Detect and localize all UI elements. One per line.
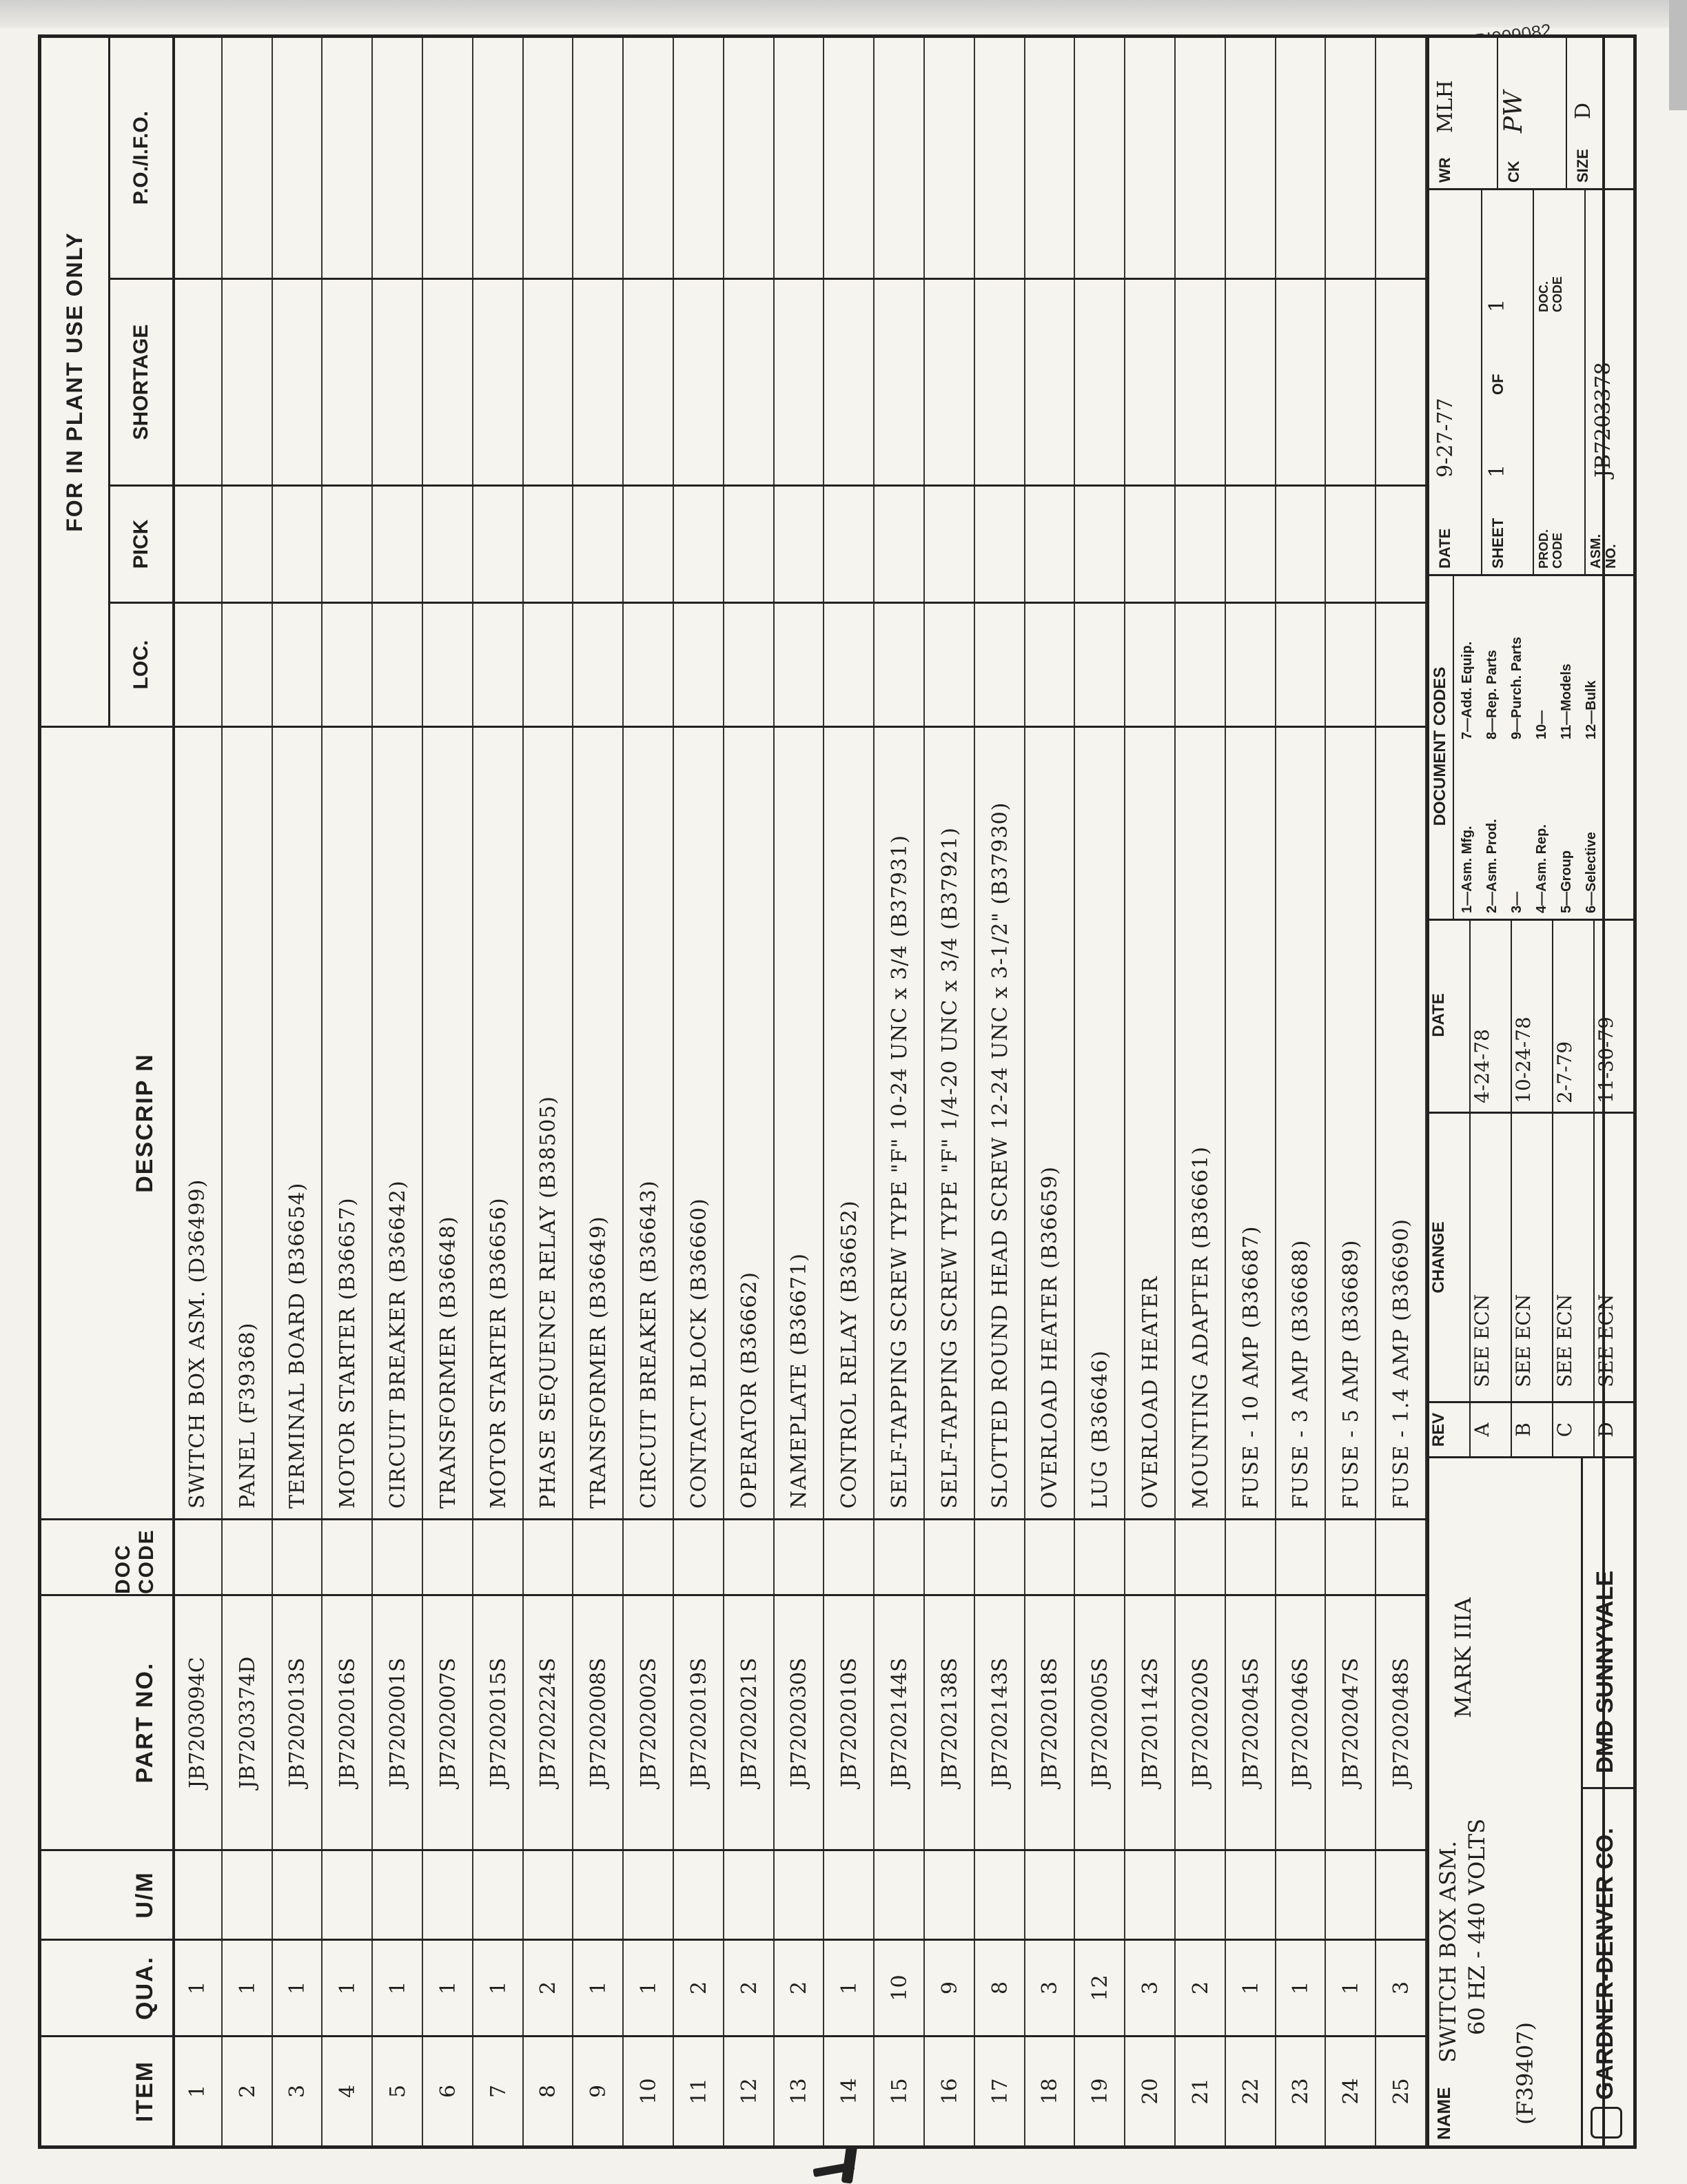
item-number: 7 xyxy=(473,2035,524,2145)
part-number: JB7202001S xyxy=(373,1594,423,1849)
part-number: JB7203374D xyxy=(223,1594,273,1849)
description: CIRCUIT BREAKER (B36642) xyxy=(373,726,423,1518)
title-block-layer xyxy=(38,34,1637,2149)
scan-top-edge xyxy=(0,0,1687,28)
header-plant-use: FOR IN PLANT USE ONLY xyxy=(41,38,110,726)
description: CONTACT BLOCK (B36660) xyxy=(674,726,724,1518)
description: OPERATOR (B36662) xyxy=(724,726,775,1518)
item-number: 11 xyxy=(674,2035,724,2145)
quantity: 2 xyxy=(524,1939,574,2035)
assembly-drawing-ref: (F39407) xyxy=(1512,2022,1538,2125)
part-number: JB7202013S xyxy=(273,1594,323,1849)
item-number: 18 xyxy=(1025,2035,1076,2145)
quantity: 10 xyxy=(875,1939,925,2035)
description: MOTOR STARTER (B36656) xyxy=(473,726,524,1518)
header-part-no: PART NO. xyxy=(41,1594,172,1849)
description: NAMEPLATE (B36671) xyxy=(775,726,825,1518)
description: FUSE - 3 AMP (B36688) xyxy=(1276,726,1327,1518)
document-code-item: 10— xyxy=(1534,710,1549,739)
part-number: JB7202020S xyxy=(1176,1594,1226,1849)
part-number: JB7202016S xyxy=(323,1594,373,1849)
quantity: 3 xyxy=(1125,1939,1176,2035)
quantity: 1 xyxy=(373,1939,423,2035)
quantity: 1 xyxy=(1326,1939,1376,2035)
rev-letter: A xyxy=(1471,1401,1512,1456)
document-code-item: 2—Asm. Prod. xyxy=(1484,819,1500,913)
part-number: JB7202030S xyxy=(775,1594,825,1849)
description: PANEL (F39368) xyxy=(223,726,273,1518)
part-number: JB7202144S xyxy=(875,1594,925,1849)
description: CONTROL RELAY (B36652) xyxy=(824,726,875,1518)
item-number: 16 xyxy=(925,2035,975,2145)
document-code-item: 7—Add. Equip. xyxy=(1460,641,1475,739)
sheet-label: SHEET xyxy=(1489,518,1506,569)
prod-code-label: PROD. CODE xyxy=(1537,529,1564,569)
quantity: 2 xyxy=(724,1939,775,2035)
title-block xyxy=(1637,34,1687,2149)
item-number: 24 xyxy=(1326,2035,1376,2145)
description: TERMINAL BOARD (B36654) xyxy=(273,726,323,1518)
document-code-item: 9—Purch. Parts xyxy=(1509,637,1524,739)
quantity: 2 xyxy=(775,1939,825,2035)
wr-value: MLH xyxy=(1433,80,1458,133)
document-code-item: 12—Bulk xyxy=(1584,680,1599,739)
header-shortage: SHORTAGE xyxy=(110,278,172,484)
description: TRANSFORMER (B36648) xyxy=(423,726,473,1518)
part-number: JB7202019S xyxy=(674,1594,724,1849)
change-header: CHANGE xyxy=(1429,1112,1471,1401)
description: MOUNTING ADAPTER (B36661) xyxy=(1176,726,1226,1518)
ck-initials: PW xyxy=(1500,90,1528,133)
assembly-mark: MARK IIIA xyxy=(1450,1597,1476,1718)
description: PHASE SEQUENCE RELAY (B38505) xyxy=(524,726,574,1518)
header-doc-code: DOC CODE xyxy=(41,1518,172,1594)
document-code-item: 11—Models xyxy=(1559,663,1574,739)
date-field-label: DATE xyxy=(1436,528,1453,569)
rev-date: 10-24-78 xyxy=(1512,919,1553,1112)
assembly-voltage: 60 HZ - 440 VOLTS xyxy=(1464,1818,1490,2035)
item-number: 22 xyxy=(1226,2035,1276,2145)
quantity: 1 xyxy=(323,1939,373,2035)
asm-no-value: JB7203378 xyxy=(1591,362,1615,478)
description: FUSE - 10 AMP (B36687) xyxy=(1226,726,1276,1518)
header-loc: LOC. xyxy=(110,602,172,726)
item-number: 5 xyxy=(373,2035,423,2145)
quantity: 3 xyxy=(1376,1939,1427,2035)
quantity: 2 xyxy=(674,1939,724,2035)
item-number: 12 xyxy=(724,2035,775,2145)
quantity: 1 xyxy=(473,1939,524,2035)
part-number: JB7202047S xyxy=(1326,1594,1376,1849)
doc-code-label: DOC. CODE xyxy=(1537,276,1564,312)
quantity: 1 xyxy=(172,1939,223,2035)
ck-label: CK xyxy=(1505,161,1522,183)
document-code-item: 5—Group xyxy=(1559,850,1574,913)
rev-header: REV xyxy=(1429,1401,1471,1456)
part-number: JB7202048S xyxy=(1376,1594,1427,1849)
date-field-value: 9-27-77 xyxy=(1433,398,1458,478)
part-number: JB7201142S xyxy=(1125,1594,1176,1849)
item-number: 3 xyxy=(273,2035,323,2145)
description: SWITCH BOX ASM. (D36499) xyxy=(172,726,223,1518)
part-number: JB7202018S xyxy=(1025,1594,1076,1849)
description: FUSE - 1.4 AMP (B36690) xyxy=(1376,726,1427,1518)
part-number: JB7202138S xyxy=(925,1594,975,1849)
document-code-item: 1—Asm. Mfg. xyxy=(1460,826,1475,913)
item-number: 20 xyxy=(1125,2035,1176,2145)
rev-change: SEE ECN xyxy=(1595,1112,1636,1401)
part-number: JB7202045S xyxy=(1226,1594,1276,1849)
header-qua: QUA. xyxy=(41,1939,172,2035)
quantity: 1 xyxy=(624,1939,674,2035)
part-number: JB7202005S xyxy=(1075,1594,1125,1849)
sheet-value: 1 xyxy=(1485,464,1509,478)
header-po: P.O./I.F.O. xyxy=(130,110,152,205)
quantity: 1 xyxy=(573,1939,624,2035)
item-number: 17 xyxy=(975,2035,1025,2145)
header-um: U/M xyxy=(41,1849,172,1939)
rev-change: SEE ECN xyxy=(1512,1112,1553,1401)
quantity: 8 xyxy=(975,1939,1025,2035)
item-number: 25 xyxy=(1376,2035,1427,2145)
name-label: NAME xyxy=(1433,2087,1454,2140)
quantity: 1 xyxy=(1226,1939,1276,2035)
description: CIRCUIT BREAKER (B36643) xyxy=(624,726,674,1518)
header-pick: PICK xyxy=(110,484,172,602)
part-number: JB7202143S xyxy=(975,1594,1025,1849)
quantity: 9 xyxy=(925,1939,975,2035)
item-number: 10 xyxy=(624,2035,674,2145)
part-number: JB7203094C xyxy=(172,1594,223,1849)
asm-no-label: ASM. NO. xyxy=(1588,534,1619,569)
assembly-name: SWITCH BOX ASM. xyxy=(1435,1840,1461,2063)
description: SLOTTED ROUND HEAD SCREW 12-24 UNC x 3-1/2" (B37930) xyxy=(975,726,1025,1518)
part-number: JB7202021S xyxy=(724,1594,775,1849)
description: OVERLOAD HEATER (B36659) xyxy=(1025,726,1076,1518)
description: FUSE - 5 AMP (B36689) xyxy=(1326,726,1376,1518)
document-code-item: 4—Asm. Rep. xyxy=(1534,824,1549,913)
item-number: 8 xyxy=(524,2035,574,2145)
rev-date: 4-24-78 xyxy=(1471,919,1512,1112)
document-codes-label: DOCUMENT CODES xyxy=(1431,574,1454,919)
quantity: 1 xyxy=(824,1939,875,2035)
part-number: JB7202015S xyxy=(473,1594,524,1849)
rev-date: 2-7-79 xyxy=(1553,919,1595,1112)
item-number: 1 xyxy=(172,2035,223,2145)
part-number: JB7202010S xyxy=(824,1594,875,1849)
header-item: ITEM xyxy=(41,2035,172,2145)
description: SELF-TAPPING SCREW TYPE "F" 10-24 UNC x 3/4 (B37931) xyxy=(875,726,925,1518)
quantity: 12 xyxy=(1075,1939,1125,2035)
item-number: 14 xyxy=(824,2035,875,2145)
rev-letter: C xyxy=(1553,1401,1595,1456)
of-value: 1 xyxy=(1485,298,1509,312)
rev-letter: D xyxy=(1595,1401,1636,1456)
item-number: 9 xyxy=(573,2035,624,2145)
rev-letter: B xyxy=(1512,1401,1553,1456)
item-number: 2 xyxy=(223,2035,273,2145)
quantity: 1 xyxy=(223,1939,273,2035)
document-code-item: 3— xyxy=(1509,891,1524,913)
quantity: 3 xyxy=(1025,1939,1076,2035)
rev-date: 11-30-79 xyxy=(1595,919,1636,1112)
part-number: JB7202224S xyxy=(524,1594,574,1849)
description: MOTOR STARTER (B36657) xyxy=(323,726,373,1518)
quantity: 1 xyxy=(273,1939,323,2035)
part-number: JB7202046S xyxy=(1276,1594,1327,1849)
item-number: 15 xyxy=(875,2035,925,2145)
item-number: 13 xyxy=(775,2035,825,2145)
description: TRANSFORMER (B36649) xyxy=(573,726,624,1518)
description: LUG (B36646) xyxy=(1075,726,1125,1518)
date-header: DATE xyxy=(1429,919,1471,1112)
quantity: 2 xyxy=(1176,1939,1226,2035)
size-value: D xyxy=(1571,102,1595,119)
item-number: 4 xyxy=(323,2035,373,2145)
part-number: JB7202008S xyxy=(573,1594,624,1849)
rev-change: SEE ECN xyxy=(1553,1112,1595,1401)
quantity: 1 xyxy=(423,1939,473,2035)
wr-label: WR xyxy=(1436,157,1453,183)
description: SELF-TAPPING SCREW TYPE "F" 1/4-20 UNC x 3/4 (B37921) xyxy=(925,726,975,1518)
description: OVERLOAD HEATER xyxy=(1125,726,1176,1518)
company-name: GARDNER-DENVER CO. xyxy=(1592,1828,1618,2100)
header-description: DESCRIP N xyxy=(41,726,172,1518)
of-label: OF xyxy=(1489,374,1506,395)
item-number: 21 xyxy=(1176,2035,1226,2145)
part-number: JB7202007S xyxy=(423,1594,473,1849)
quantity: 1 xyxy=(1276,1939,1327,2035)
part-number: JB7202002S xyxy=(624,1594,674,1849)
rev-change: SEE ECN xyxy=(1471,1112,1512,1401)
document-code-item: 8—Rep. Parts xyxy=(1484,649,1500,739)
document-code-item: 6—Selective xyxy=(1584,832,1599,913)
division-name: DMD SUNNYVALE xyxy=(1592,1570,1618,1773)
item-number: 23 xyxy=(1276,2035,1327,2145)
size-label: SIZE xyxy=(1574,149,1591,183)
item-number: 19 xyxy=(1075,2035,1125,2145)
item-number: 6 xyxy=(423,2035,473,2145)
